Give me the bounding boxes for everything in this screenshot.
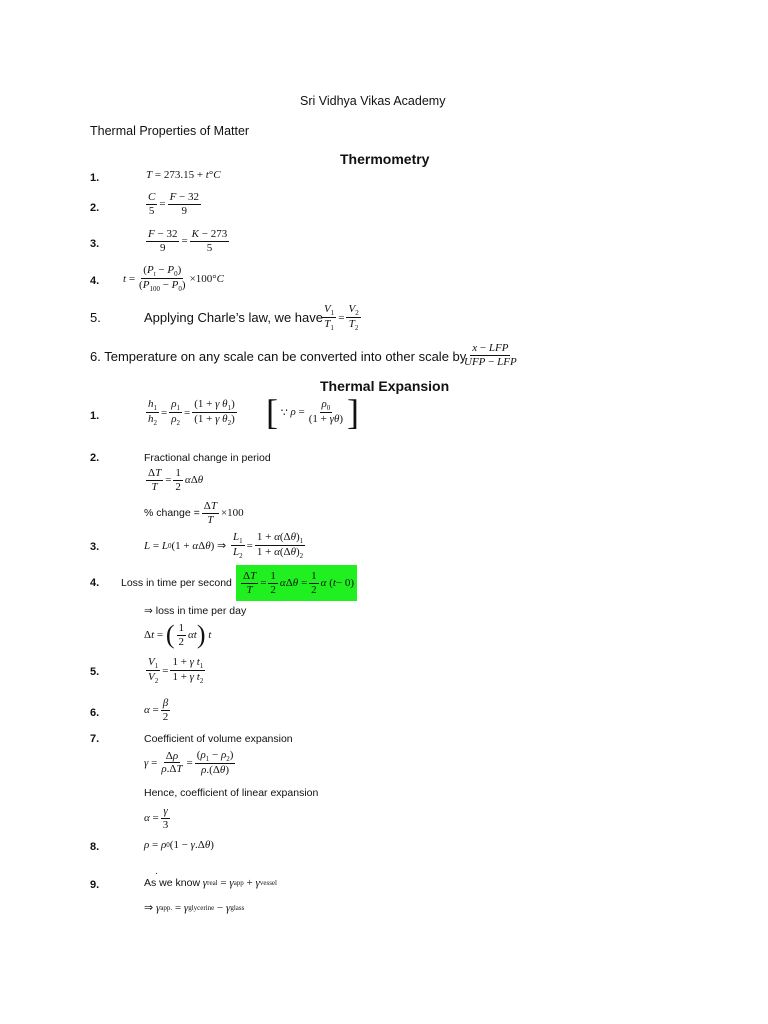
formula-density-temperature: ρ = ρ 0 (1 − γ .Δ θ ) [144,839,214,851]
section-heading-thermometry: Thermometry [340,151,430,167]
formula-alpha-gamma: α = $\frac{\gamma}{3}$ [144,805,169,831]
linear-expansion-text: Hence, coefficient of linear expansion [144,787,319,799]
item-number-e2: 2. [90,452,100,464]
formula-volume-ratio: $\frac{V_1}{V_2}$ = $\frac{1 + \gamma t_1}{1 + \gamma t_2}$ [148,656,204,686]
section-heading-thermal-expansion: Thermal Expansion [320,378,450,394]
item-number-5: 5. [90,310,101,325]
formula-charles-law: $\frac{V_1}{T_1}$ = $\frac{V_2}{T_2}$ [324,303,359,333]
item-number-e7: 7. [90,733,100,745]
formula-scale-conversion: $\frac{\text{x − LFP}}{\text{UFP − LFP}}$ [464,342,517,368]
item-number-e9: 9. [90,879,100,891]
formula-alpha-beta: α = $\frac{\beta}{2}$ [144,697,169,723]
formula-fahrenheit-kelvin: $\frac{F - 32}{9}$ = $\frac{K - 273}{5}$ [148,228,228,254]
percent-change-label: % change = [144,507,200,520]
loss-per-second-text: Loss in time per second [121,577,232,589]
item-number-e4: 4. [90,577,100,589]
formula-loss-per-second-highlighted: $\frac{\Delta T}{T}$ = $\frac{1}{2}$ α Δ θ = $\frac{1}{2}$ α ( t − 0) [236,565,357,601]
item-number-3: 3. [90,238,100,250]
item-number-e5: 5. [90,666,100,678]
formula-apparent-glycerine: ⇒ γ app. = γ glycerine − γ glass [144,901,245,914]
formula-volume-expansion: γ = $\frac{\Delta\rho}{\rho.\Delta T}$ = $\frac{(\rho_1 - \rho_2)}{\rho.(\Delta\theta)}$ [144,749,234,777]
as-we-know-text: As we know [144,877,201,889]
loss-per-day-line [144,605,246,617]
chapter-title: Thermal Properties of Matter [90,124,250,138]
item-number-e3: 3. [90,541,100,553]
formula-percent-change: % change = $\frac{\Delta T}{T}$ ×100 [144,500,244,526]
loss-per-day-text: loss in time per day [155,605,247,617]
fractional-change-text: Fractional change in period [144,452,271,464]
formula-loss-per-day: Δ t = ( $\frac{1}{2}$ αt ) t [144,620,212,650]
volume-expansion-text: Coefficient of volume expansion [144,733,293,745]
formula-barometer-heights: $\frac{h_1}{h_2}$ = $\frac{\rho_1}{\rho_2}$ = $\frac{(1 + \gamma \theta_1)}{(1 + \gamma \theta_2)}$ [148,398,235,428]
formula-fractional-change-period: $\frac{\Delta T}{T}$ = $\frac{1}{2}$ α Δ θ [148,467,204,493]
item-number-e1: 1. [90,410,100,422]
stray-dot: . [155,866,158,877]
item-number-1: 1. [90,172,100,184]
formula-real-apparent-expansion: As we know γ real = γ app + γ vessel [144,877,277,889]
item-number-2: 2. [90,202,100,214]
formula-pressure-thermometer: t = $\frac{(P_t - P_0)}{(P_{100} - P_0)}$ ×100° C [123,264,225,294]
charles-law-text: Applying Charle’s law, we have [144,310,323,325]
formula-celsius-fahrenheit: $\frac{C}{5}$ = $\frac{F - 32}{9}$ [148,191,200,217]
implies-arrow-icon: ⇒ [144,902,154,914]
scale-conversion-text: 6. Temperature on any scale can be converted into other scale by [90,349,467,364]
formula-kelvin-celsius: T = 273.15 + t ° C [146,169,221,181]
item-number-e6: 6. [90,707,100,719]
formula-density-relation: [ ∵ ρ = $\frac{\rho_0}{(1 + \gamma\theta)}$ ] [266,392,360,432]
academy-title: Sri Vidhya Vikas Academy [300,94,446,108]
item-number-e8: 8. [90,841,100,853]
implies-arrow-icon: ⇒ [144,605,153,617]
item-number-4: 4. [90,275,100,287]
formula-linear-expansion-ratio: L = L 0 (1 + α Δ θ ) ⇒ $\frac{L_1}{L_2}$ = $\frac{1 + \alpha(\Delta\theta)_1}{1 + \alpha(\Delta\theta)_2}$ [144,531,304,561]
